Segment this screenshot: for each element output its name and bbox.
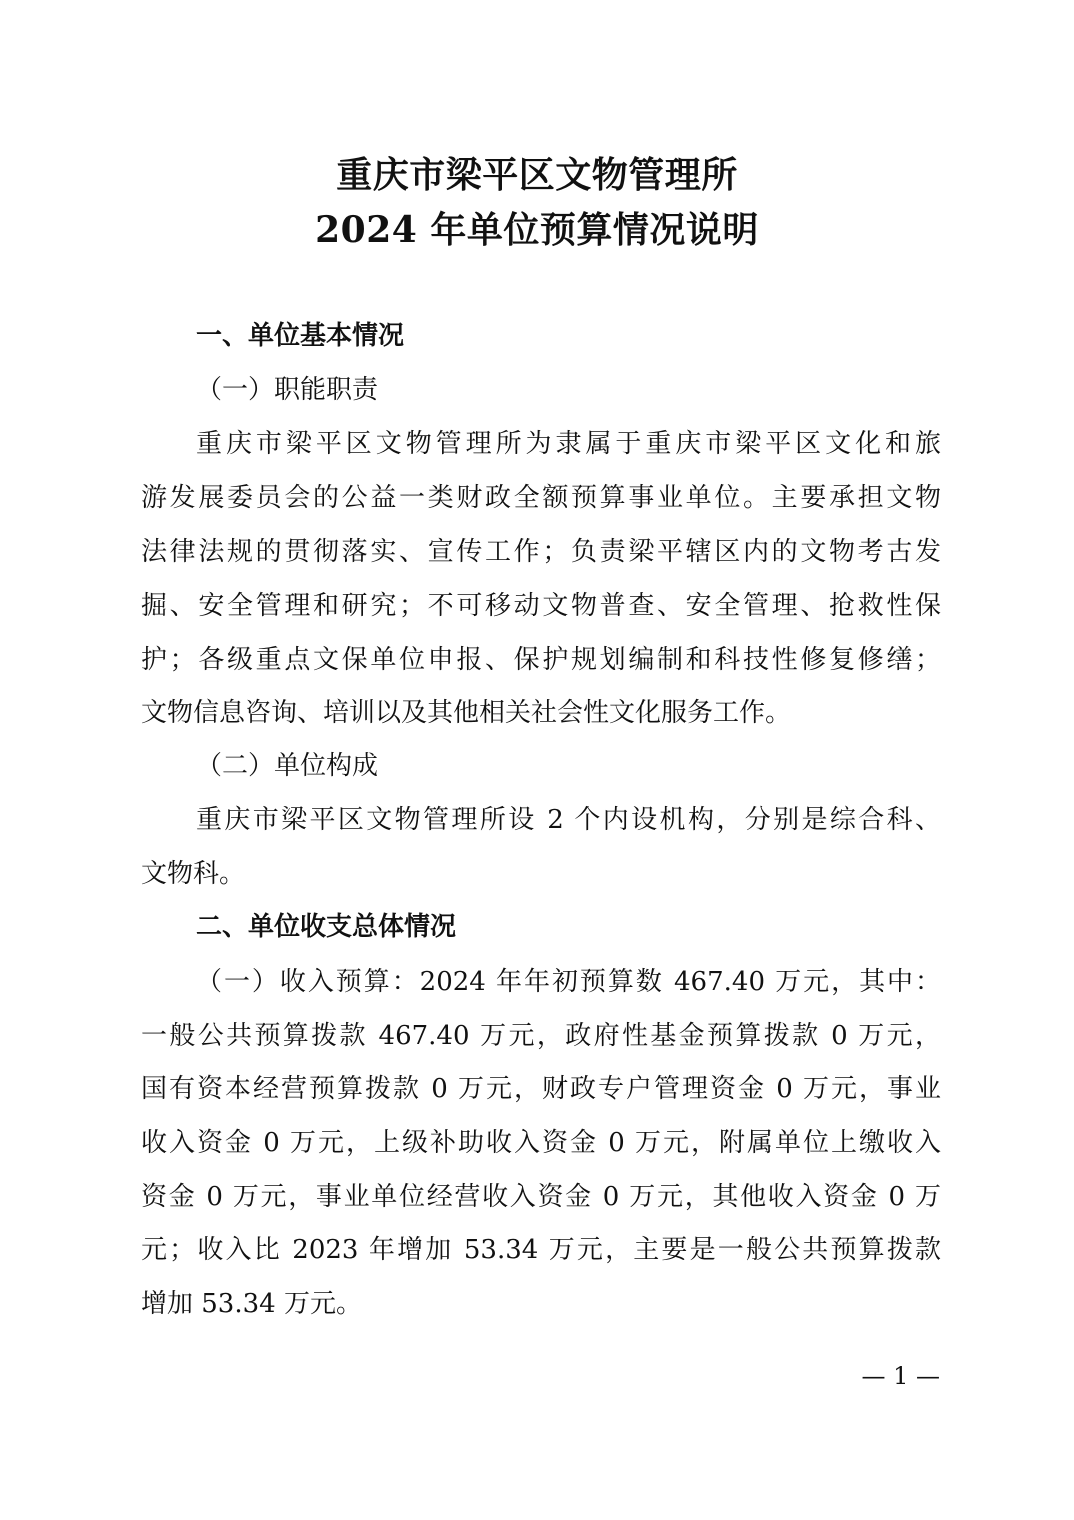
duties-paragraph-line: 掘、安全管理和研究；不可移动文物普查、安全管理、抢救性保 bbox=[141, 591, 941, 621]
duties-paragraph-line: 法律法规的贯彻落实、宣传工作；负责梁平辖区内的文物考古发 bbox=[141, 537, 941, 567]
income-paragraph-line: 一般公共预算拨款 467.40 万元，政府性基金预算拨款 0 万元， bbox=[141, 1021, 941, 1051]
duties-paragraph-line: 文物信息咨询、培训以及其他相关社会性文化服务工作。 bbox=[141, 698, 792, 728]
document-title-line-2: 2024 年单位预算情况说明 bbox=[315, 209, 759, 251]
income-paragraph-line: 资金 0 万元，事业单位经营收入资金 0 万元，其他收入资金 0 万 bbox=[141, 1182, 941, 1212]
section-1-heading: 一、单位基本情况 bbox=[196, 321, 405, 351]
page-number: — 1 — bbox=[861, 1362, 940, 1390]
subsection-composition-heading: （二）单位构成 bbox=[196, 751, 379, 781]
composition-paragraph-line: 重庆市梁平区文物管理所设 2 个内设机构，分别是综合科、 bbox=[196, 805, 941, 835]
document-title-line-1: 重庆市梁平区文物管理所 bbox=[336, 154, 738, 196]
duties-paragraph-line: 重庆市梁平区文物管理所为隶属于重庆市梁平区文化和旅 bbox=[196, 429, 941, 459]
duties-paragraph-line: 游发展委员会的公益一类财政全额预算事业单位。主要承担文物 bbox=[141, 483, 941, 513]
duties-paragraph-line: 护；各级重点文保单位申报、保护规划编制和科技性修复修缮； bbox=[141, 645, 941, 675]
income-paragraph-line: （一）收入预算：2024 年年初预算数 467.40 万元，其中： bbox=[196, 967, 941, 997]
income-paragraph-line: 国有资本经营预算拨款 0 万元，财政专户管理资金 0 万元，事业 bbox=[141, 1074, 941, 1104]
income-paragraph-line: 收入资金 0 万元，上级补助收入资金 0 万元，附属单位上缴收入 bbox=[141, 1128, 941, 1158]
composition-paragraph-line: 文物科。 bbox=[141, 859, 246, 889]
subsection-duties-heading: （一）职能职责 bbox=[196, 375, 379, 405]
section-2-heading: 二、单位收支总体情况 bbox=[196, 912, 457, 942]
income-paragraph-line: 元；收入比 2023 年增加 53.34 万元，主要是一般公共预算拨款 bbox=[141, 1235, 941, 1265]
income-paragraph-line: 增加 53.34 万元。 bbox=[141, 1289, 362, 1319]
